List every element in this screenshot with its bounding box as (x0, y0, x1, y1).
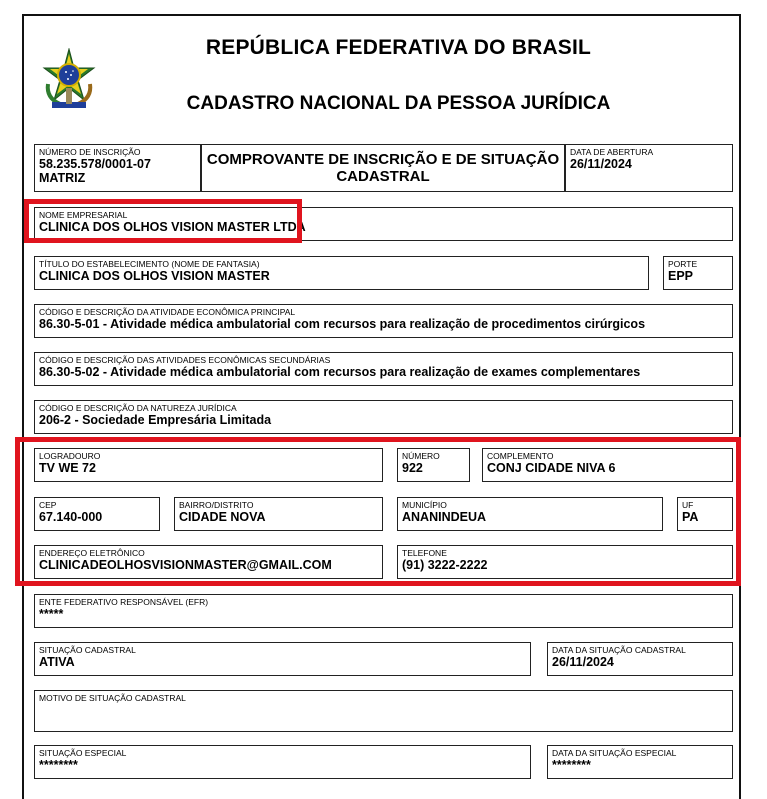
status-date-label: DATA DA SITUAÇÃO CADASTRAL (552, 645, 686, 655)
state-value: PA (682, 510, 699, 524)
city-value: ANANINDEUA (402, 510, 487, 524)
document-title-text: COMPROVANTE DE INSCRIÇÃO E DE SITUAÇÃO CADASTRAL (206, 151, 560, 185)
zip-value: 67.140-000 (39, 510, 103, 524)
opening-date-label: DATA DE ABERTURA (570, 147, 654, 157)
special-status-value: ******** (39, 758, 78, 772)
status-value: ATIVA (39, 655, 75, 669)
status-date-field (547, 642, 733, 676)
zip-label: CEP (39, 500, 57, 510)
registration-number-field (34, 144, 201, 192)
city-field (397, 497, 663, 531)
address-number-label: NÚMERO (402, 451, 440, 461)
email-field (34, 545, 383, 579)
address-number-value: 922 (402, 461, 423, 475)
zip-field (34, 497, 160, 531)
email-label: ENDEREÇO ELETRÔNICO (39, 548, 145, 558)
legal-nature-value: 206-2 - Sociedade Empresária Limitada (39, 413, 272, 427)
page-border-top (22, 14, 740, 16)
page-border-right (739, 14, 741, 799)
special-status-date-label: DATA DA SITUAÇÃO ESPECIAL (552, 748, 677, 758)
street-value: TV WE 72 (39, 461, 96, 475)
opening-date-field (565, 144, 733, 192)
opening-date-value: 26/11/2024 (570, 157, 632, 171)
efr-label: ENTE FEDERATIVO RESPONSÁVEL (EFR) (39, 597, 209, 607)
main-activity-value: 86.30-5-01 - Atividade médica ambulatorial com recursos para realização de procedimentos cirúrgicos (39, 317, 646, 331)
registration-number-label: NÚMERO DE INSCRIÇÃO (39, 147, 141, 157)
secondary-activities-value: 86.30-5-02 - Atividade médica ambulatorial com recursos para realização de exames complementares (39, 365, 641, 379)
special-status-field (34, 745, 531, 779)
district-label: BAIRRO/DISTRITO (179, 500, 254, 510)
phone-value: (91) 3222-2222 (402, 558, 488, 572)
trade-name-value: CLINICA DOS OLHOS VISION MASTER (39, 269, 270, 283)
phone-field (397, 545, 733, 579)
special-status-date-value: ******** (552, 758, 591, 772)
efr-field (34, 594, 733, 628)
district-field (174, 497, 383, 531)
legal-nature-field (34, 400, 733, 434)
company-name-field (34, 207, 733, 241)
status-field (34, 642, 531, 676)
registration-number-value: 58.235.578/0001-07 (39, 157, 151, 171)
state-field (677, 497, 733, 531)
page-title: REPÚBLICA FEDERATIVA DO BRASIL (205, 36, 592, 59)
status-date-value: 26/11/2024 (552, 655, 614, 669)
page-border-left (22, 14, 24, 799)
district-value: CIDADE NOVA (179, 510, 266, 524)
company-size-field (663, 256, 733, 290)
status-reason-field (34, 690, 733, 732)
legal-nature-label: CÓDIGO E DESCRIÇÃO DA NATUREZA JURÍDICA (39, 403, 237, 413)
main-activity-field (34, 304, 733, 338)
trade-name-field (34, 256, 649, 290)
secondary-activities-field (34, 352, 733, 386)
company-size-label: PORTE (668, 259, 698, 269)
complement-label: COMPLEMENTO (487, 451, 554, 461)
city-label: MUNICÍPIO (402, 500, 447, 510)
complement-field (482, 448, 733, 482)
company-name-value: CLINICA DOS OLHOS VISION MASTER LTDA (39, 220, 306, 234)
street-field (34, 448, 383, 482)
status-reason-label: MOTIVO DE SITUAÇÃO CADASTRAL (39, 693, 186, 703)
special-status-label: SITUAÇÃO ESPECIAL (39, 748, 127, 758)
trade-name-label: TÍTULO DO ESTABELECIMENTO (NOME DE FANTASIA) (39, 259, 260, 269)
efr-value: ***** (39, 607, 64, 621)
state-label: UF (682, 500, 694, 510)
special-status-date-field (547, 745, 733, 779)
company-size-value: EPP (668, 269, 694, 283)
street-label: LOGRADOURO (39, 451, 101, 461)
secondary-activities-label: CÓDIGO E DESCRIÇÃO DAS ATIVIDADES ECONÔMICAS SECUNDÁRIAS (39, 355, 331, 365)
status-label: SITUAÇÃO CADASTRAL (39, 645, 136, 655)
email-value: CLINICADEOLHOSVISIONMASTER@GMAIL.COM (39, 558, 332, 572)
phone-label: TELEFONE (402, 548, 447, 558)
company-name-label: NOME EMPRESARIAL (39, 210, 128, 220)
address-number-field (397, 448, 470, 482)
main-activity-label: CÓDIGO E DESCRIÇÃO DA ATIVIDADE ECONÔMICA PRINCIPAL (39, 307, 296, 317)
document-title (201, 144, 565, 192)
complement-value: CONJ CIDADE NIVA 6 (487, 461, 616, 475)
registration-type-value: MATRIZ (39, 171, 86, 185)
page-subtitle: CADASTRO NACIONAL DA PESSOA JURÍDICA (186, 93, 611, 114)
